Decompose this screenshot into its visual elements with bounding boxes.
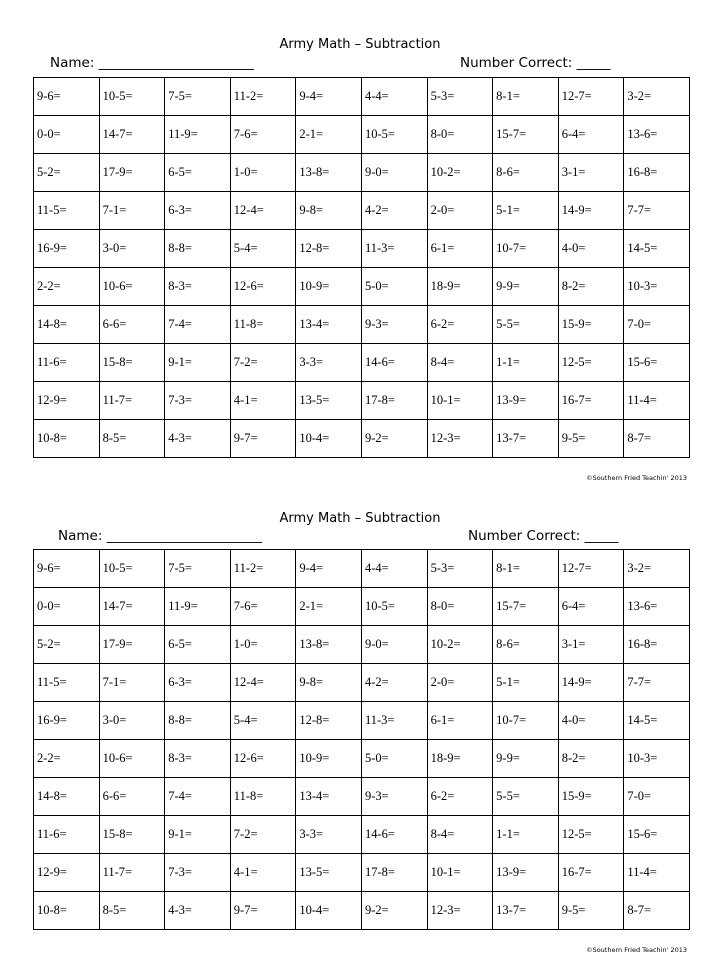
problem-cell: 10-6=	[99, 740, 165, 778]
problem-cell: 0-0=	[34, 116, 100, 154]
problem-cell: 9-3=	[361, 778, 427, 816]
problem-cell: 8-2=	[558, 268, 624, 306]
problem-cell: 6-4=	[558, 116, 624, 154]
problem-cell: 9-0=	[361, 626, 427, 664]
problem-cell: 7-7=	[624, 664, 690, 702]
problem-cell: 12-9=	[34, 854, 100, 892]
problem-cell: 15-9=	[558, 778, 624, 816]
problem-cell: 2-0=	[427, 192, 493, 230]
problem-cell: 8-6=	[493, 154, 559, 192]
problem-cell: 7-1=	[99, 664, 165, 702]
name-field-label: Name: _______________________	[58, 528, 262, 544]
problem-cell: 12-5=	[558, 816, 624, 854]
problem-cell: 10-1=	[427, 854, 493, 892]
problem-cell: 5-0=	[361, 268, 427, 306]
problem-cell: 6-1=	[427, 702, 493, 740]
problem-cell: 12-8=	[296, 702, 362, 740]
problem-cell: 7-5=	[165, 78, 231, 116]
problem-cell: 12-3=	[427, 892, 493, 930]
problem-cell: 6-1=	[427, 230, 493, 268]
problem-cell: 4-0=	[558, 230, 624, 268]
problem-cell: 17-9=	[99, 626, 165, 664]
problem-cell: 10-9=	[296, 268, 362, 306]
problem-cell: 4-2=	[361, 192, 427, 230]
problem-cell: 13-5=	[296, 854, 362, 892]
problem-cell: 14-8=	[34, 778, 100, 816]
problem-cell: 11-5=	[34, 664, 100, 702]
problem-cell: 15-6=	[624, 816, 690, 854]
problem-row	[34, 702, 690, 740]
problem-cell: 6-5=	[165, 626, 231, 664]
problem-cell: 10-2=	[427, 154, 493, 192]
problem-cell: 12-4=	[230, 664, 296, 702]
worksheet-title: Army Math – Subtraction	[279, 511, 441, 526]
problem-cell: 8-5=	[99, 420, 165, 458]
problem-cell: 8-0=	[427, 116, 493, 154]
problem-cell: 13-8=	[296, 626, 362, 664]
problem-cell: 11-3=	[361, 230, 427, 268]
problem-cell: 5-1=	[493, 192, 559, 230]
problem-cell: 9-3=	[361, 306, 427, 344]
problem-cell: 8-8=	[165, 702, 231, 740]
problem-cell: 13-6=	[624, 588, 690, 626]
problem-cell: 4-4=	[361, 78, 427, 116]
problem-cell: 7-0=	[624, 778, 690, 816]
problem-cell: 12-6=	[230, 740, 296, 778]
problem-row	[34, 588, 690, 626]
problem-cell: 12-6=	[230, 268, 296, 306]
problem-cell: 14-9=	[558, 192, 624, 230]
problem-cell: 16-9=	[34, 702, 100, 740]
problem-cell: 2-1=	[296, 116, 362, 154]
problem-cell: 7-6=	[230, 116, 296, 154]
problem-cell: 5-1=	[493, 664, 559, 702]
problem-row	[34, 816, 690, 854]
problem-cell: 3-0=	[99, 230, 165, 268]
problem-cell: 1-1=	[493, 816, 559, 854]
problem-cell: 4-3=	[165, 420, 231, 458]
problem-cell: 14-6=	[361, 816, 427, 854]
problem-cell: 11-2=	[230, 78, 296, 116]
problem-cell: 11-9=	[165, 116, 231, 154]
problem-cell: 14-5=	[624, 702, 690, 740]
problem-cell: 11-8=	[230, 778, 296, 816]
problem-cell: 4-3=	[165, 892, 231, 930]
problem-cell: 10-5=	[361, 588, 427, 626]
problem-cell: 14-9=	[558, 664, 624, 702]
problem-cell: 7-2=	[230, 816, 296, 854]
problem-cell: 3-2=	[624, 550, 690, 588]
problem-cell: 9-1=	[165, 344, 231, 382]
problem-cell: 14-5=	[624, 230, 690, 268]
problem-cell: 10-5=	[361, 116, 427, 154]
problem-cell: 13-4=	[296, 306, 362, 344]
problem-cell: 7-5=	[165, 550, 231, 588]
problem-cell: 12-8=	[296, 230, 362, 268]
problem-cell: 15-8=	[99, 344, 165, 382]
problem-cell: 5-2=	[34, 626, 100, 664]
problem-cell: 9-9=	[493, 268, 559, 306]
problem-cell: 8-7=	[624, 892, 690, 930]
problem-cell: 1-0=	[230, 154, 296, 192]
problem-cell: 9-6=	[34, 78, 100, 116]
problem-cell: 8-7=	[624, 420, 690, 458]
problem-cell: 1-0=	[230, 626, 296, 664]
problem-cell: 10-3=	[624, 740, 690, 778]
problem-cell: 9-5=	[558, 892, 624, 930]
problem-cell: 9-8=	[296, 192, 362, 230]
problem-cell: 17-9=	[99, 154, 165, 192]
problem-cell: 11-9=	[165, 588, 231, 626]
problem-cell: 10-7=	[493, 702, 559, 740]
problem-cell: 6-6=	[99, 306, 165, 344]
worksheet-title: Army Math – Subtraction	[279, 37, 441, 52]
problem-cell: 6-3=	[165, 664, 231, 702]
problem-cell: 10-8=	[34, 892, 100, 930]
problem-cell: 2-2=	[34, 740, 100, 778]
problem-cell: 12-7=	[558, 78, 624, 116]
problem-cell: 9-6=	[34, 550, 100, 588]
problem-cell: 15-6=	[624, 344, 690, 382]
problem-cell: 3-2=	[624, 78, 690, 116]
problem-cell: 9-7=	[230, 420, 296, 458]
problem-cell: 6-6=	[99, 778, 165, 816]
problem-cell: 8-5=	[99, 892, 165, 930]
problem-cell: 11-6=	[34, 816, 100, 854]
problem-cell: 13-6=	[624, 116, 690, 154]
problem-cell: 6-3=	[165, 192, 231, 230]
copyright-notice: ©Southern Fried Teachin' 2013	[586, 474, 687, 482]
problem-cell: 10-3=	[624, 268, 690, 306]
problem-cell: 9-2=	[361, 420, 427, 458]
problem-cell: 14-6=	[361, 344, 427, 382]
problem-cell: 7-2=	[230, 344, 296, 382]
problem-cell: 13-7=	[493, 420, 559, 458]
problem-cell: 10-5=	[99, 550, 165, 588]
problem-cell: 0-0=	[34, 588, 100, 626]
problem-cell: 9-9=	[493, 740, 559, 778]
problem-cell: 13-9=	[493, 854, 559, 892]
problem-cell: 10-1=	[427, 382, 493, 420]
problem-cell: 11-2=	[230, 550, 296, 588]
problem-cell: 11-4=	[624, 382, 690, 420]
problem-cell: 6-2=	[427, 778, 493, 816]
problem-cell: 7-6=	[230, 588, 296, 626]
problem-cell: 16-7=	[558, 382, 624, 420]
problem-cell: 7-1=	[99, 192, 165, 230]
problem-cell: 8-1=	[493, 78, 559, 116]
problem-cell: 8-0=	[427, 588, 493, 626]
problem-cell: 2-1=	[296, 588, 362, 626]
problem-cell: 7-4=	[165, 306, 231, 344]
problem-cell: 11-8=	[230, 306, 296, 344]
problem-cell: 10-7=	[493, 230, 559, 268]
problem-cell: 12-3=	[427, 420, 493, 458]
problem-cell: 14-7=	[99, 116, 165, 154]
problem-cell: 9-7=	[230, 892, 296, 930]
problem-cell: 8-4=	[427, 344, 493, 382]
problem-cell: 12-7=	[558, 550, 624, 588]
problem-cell: 18-9=	[427, 740, 493, 778]
problem-cell: 6-2=	[427, 306, 493, 344]
problem-row	[34, 778, 690, 816]
problem-cell: 14-7=	[99, 588, 165, 626]
problem-cell: 10-9=	[296, 740, 362, 778]
problem-cell: 3-1=	[558, 154, 624, 192]
problem-cell: 13-4=	[296, 778, 362, 816]
problem-grid	[33, 549, 690, 930]
problem-cell: 9-1=	[165, 816, 231, 854]
problem-cell: 17-8=	[361, 854, 427, 892]
problem-cell: 2-0=	[427, 664, 493, 702]
problem-cell: 8-3=	[165, 268, 231, 306]
problem-cell: 5-3=	[427, 550, 493, 588]
problem-cell: 1-1=	[493, 344, 559, 382]
problem-row	[34, 550, 690, 588]
problem-cell: 5-2=	[34, 154, 100, 192]
problem-cell: 12-4=	[230, 192, 296, 230]
problem-cell: 5-5=	[493, 306, 559, 344]
problem-cell: 11-3=	[361, 702, 427, 740]
problem-cell: 12-5=	[558, 344, 624, 382]
problem-cell: 10-8=	[34, 420, 100, 458]
problem-cell: 6-4=	[558, 588, 624, 626]
problem-cell: 10-2=	[427, 626, 493, 664]
problem-cell: 16-8=	[624, 626, 690, 664]
problem-cell: 7-7=	[624, 192, 690, 230]
problem-cell: 9-4=	[296, 78, 362, 116]
problem-cell: 5-4=	[230, 702, 296, 740]
problem-cell: 10-6=	[99, 268, 165, 306]
problem-cell: 16-8=	[624, 154, 690, 192]
problem-cell: 2-2=	[34, 268, 100, 306]
problem-cell: 11-4=	[624, 854, 690, 892]
problem-cell: 8-8=	[165, 230, 231, 268]
problem-cell: 3-3=	[296, 816, 362, 854]
problem-cell: 8-3=	[165, 740, 231, 778]
problem-cell: 9-0=	[361, 154, 427, 192]
problem-cell: 10-5=	[99, 78, 165, 116]
problem-cell: 11-5=	[34, 192, 100, 230]
problem-row	[34, 740, 690, 778]
problem-cell: 12-9=	[34, 382, 100, 420]
problem-cell: 13-8=	[296, 154, 362, 192]
number-correct-label: Number Correct: _____	[460, 55, 611, 71]
problem-cell: 5-5=	[493, 778, 559, 816]
problem-cell: 10-4=	[296, 420, 362, 458]
problem-cell: 8-6=	[493, 626, 559, 664]
problem-cell: 7-3=	[165, 854, 231, 892]
name-field-label: Name: _______________________	[50, 55, 254, 71]
problem-row	[34, 626, 690, 664]
problem-row	[34, 892, 690, 930]
problem-cell: 9-5=	[558, 420, 624, 458]
problem-cell: 7-3=	[165, 382, 231, 420]
problem-cell: 9-2=	[361, 892, 427, 930]
problem-cell: 4-1=	[230, 854, 296, 892]
problem-cell: 11-6=	[34, 344, 100, 382]
problem-row	[34, 664, 690, 702]
problem-cell: 7-4=	[165, 778, 231, 816]
problem-cell: 18-9=	[427, 268, 493, 306]
number-correct-label: Number Correct: _____	[468, 528, 619, 544]
problem-cell: 4-1=	[230, 382, 296, 420]
problem-cell: 6-5=	[165, 154, 231, 192]
copyright-notice: ©Southern Fried Teachin' 2013	[586, 946, 687, 954]
problem-cell: 8-4=	[427, 816, 493, 854]
problem-cell: 7-0=	[624, 306, 690, 344]
problem-cell: 11-7=	[99, 854, 165, 892]
problem-cell: 11-7=	[99, 382, 165, 420]
problem-cell: 4-2=	[361, 664, 427, 702]
problem-cell: 17-8=	[361, 382, 427, 420]
problem-cell: 5-3=	[427, 78, 493, 116]
problem-cell: 16-9=	[34, 230, 100, 268]
problem-cell: 14-8=	[34, 306, 100, 344]
problem-cell: 4-0=	[558, 702, 624, 740]
problem-cell: 3-1=	[558, 626, 624, 664]
problem-cell: 3-0=	[99, 702, 165, 740]
problem-cell: 5-0=	[361, 740, 427, 778]
problem-cell: 8-2=	[558, 740, 624, 778]
problem-cell: 5-4=	[230, 230, 296, 268]
problem-cell: 10-4=	[296, 892, 362, 930]
problem-cell: 3-3=	[296, 344, 362, 382]
problem-cell: 13-9=	[493, 382, 559, 420]
problem-cell: 9-8=	[296, 664, 362, 702]
problem-cell: 9-4=	[296, 550, 362, 588]
problem-row	[34, 854, 690, 892]
problem-cell: 15-9=	[558, 306, 624, 344]
problem-cell: 16-7=	[558, 854, 624, 892]
problem-cell: 13-5=	[296, 382, 362, 420]
problem-cell: 15-7=	[493, 116, 559, 154]
problem-cell: 15-7=	[493, 588, 559, 626]
problem-cell: 8-1=	[493, 550, 559, 588]
problem-cell: 4-4=	[361, 550, 427, 588]
problem-cell: 15-8=	[99, 816, 165, 854]
problem-cell: 13-7=	[493, 892, 559, 930]
